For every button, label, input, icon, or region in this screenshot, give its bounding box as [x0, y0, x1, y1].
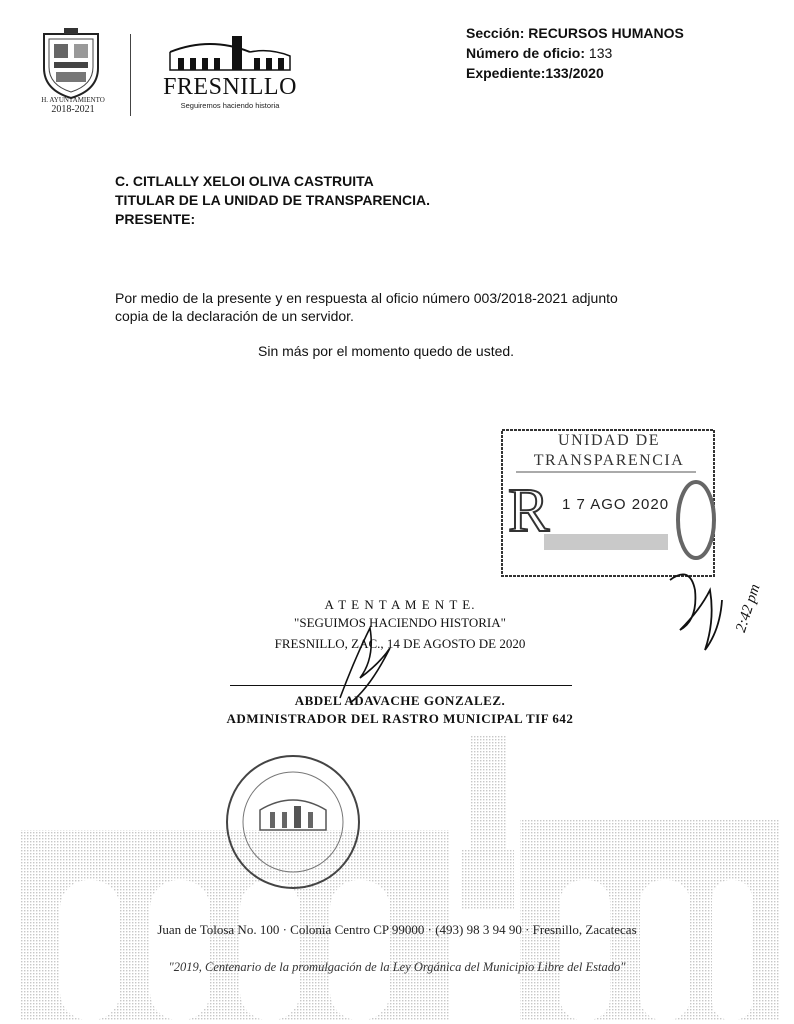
- expediente-label: Expediente:: [466, 65, 546, 81]
- seccion-label: Sección:: [466, 25, 525, 41]
- logo-wordmark: FRESNILLO: [163, 74, 297, 100]
- signature-line: [230, 685, 572, 686]
- header-seccion: [466, 25, 684, 41]
- signer-name: ABDEL ADAVACHE GONZALEZ.: [294, 693, 506, 708]
- crest-caption: [34, 96, 112, 115]
- header-expediente: [466, 65, 604, 81]
- received-stamp: [500, 428, 718, 580]
- closing-sentence: Sin más por el momento quedo de usted.: [258, 343, 515, 359]
- expediente-value: 133/2020: [545, 65, 604, 81]
- watermark-skyline-image: [0, 730, 794, 1024]
- body-line-2: copia de la declaración de un servidor.: [115, 308, 354, 324]
- addressee-greeting: PRESENTE:: [115, 211, 196, 227]
- logo-slogan: Seguiremos haciendo historia: [180, 101, 280, 110]
- footer-motto: "2019, Centenario de la promulgación de la Ley Orgánica del Municipio Libre del Estado": [168, 960, 626, 974]
- oficio-value: 133: [588, 45, 613, 61]
- atentamente: A T E N T A M E N T E.: [324, 597, 476, 612]
- official-seal-icon: [200, 750, 386, 890]
- stamp-letter: R: [508, 477, 550, 545]
- signer-position: ADMINISTRADOR DEL RASTRO MUNICIPAL TIF 642: [226, 711, 574, 726]
- body-paragraph: [115, 289, 715, 325]
- header-divider: [130, 34, 131, 116]
- municipal-crest-icon: [40, 28, 102, 100]
- signature-motto: "SEGUIMOS HACIENDO HISTORIA": [294, 615, 506, 630]
- crest-caption-text: H. AYUNTAMIENTO: [41, 96, 105, 104]
- header-oficio: [466, 45, 612, 61]
- stamp-line-1: UNIDAD DE: [558, 432, 660, 449]
- addressee-title: TITULAR DE LA UNIDAD DE TRANSPARENCIA.: [115, 192, 430, 208]
- stamp-date: 1 7 AGO 2020: [562, 496, 670, 513]
- place-date: FRESNILLO, ZAC., 14 DE AGOSTO DE 2020: [274, 636, 526, 651]
- body-line-1: Por medio de la presente y en respuesta al oficio número 003/2018-2021 adjunto: [115, 290, 618, 306]
- footer-address: Juan de Tolosa No. 100 · Colonia Centro CP 99000 · (493) 98 3 94 90 · Fresnillo, Zacatecas: [157, 922, 637, 937]
- seccion-value: RECURSOS HUMANOS: [528, 25, 684, 41]
- crest-years: 2018-2021: [51, 104, 95, 115]
- oficio-label: Número de oficio:: [466, 45, 586, 61]
- stamp-line-2: TRANSPARENCIA: [533, 452, 685, 469]
- addressee-name: C. CITLALLY XELOI OLIVA CASTRUITA: [115, 173, 374, 189]
- handwritten-time: 2:42 pm: [733, 582, 764, 635]
